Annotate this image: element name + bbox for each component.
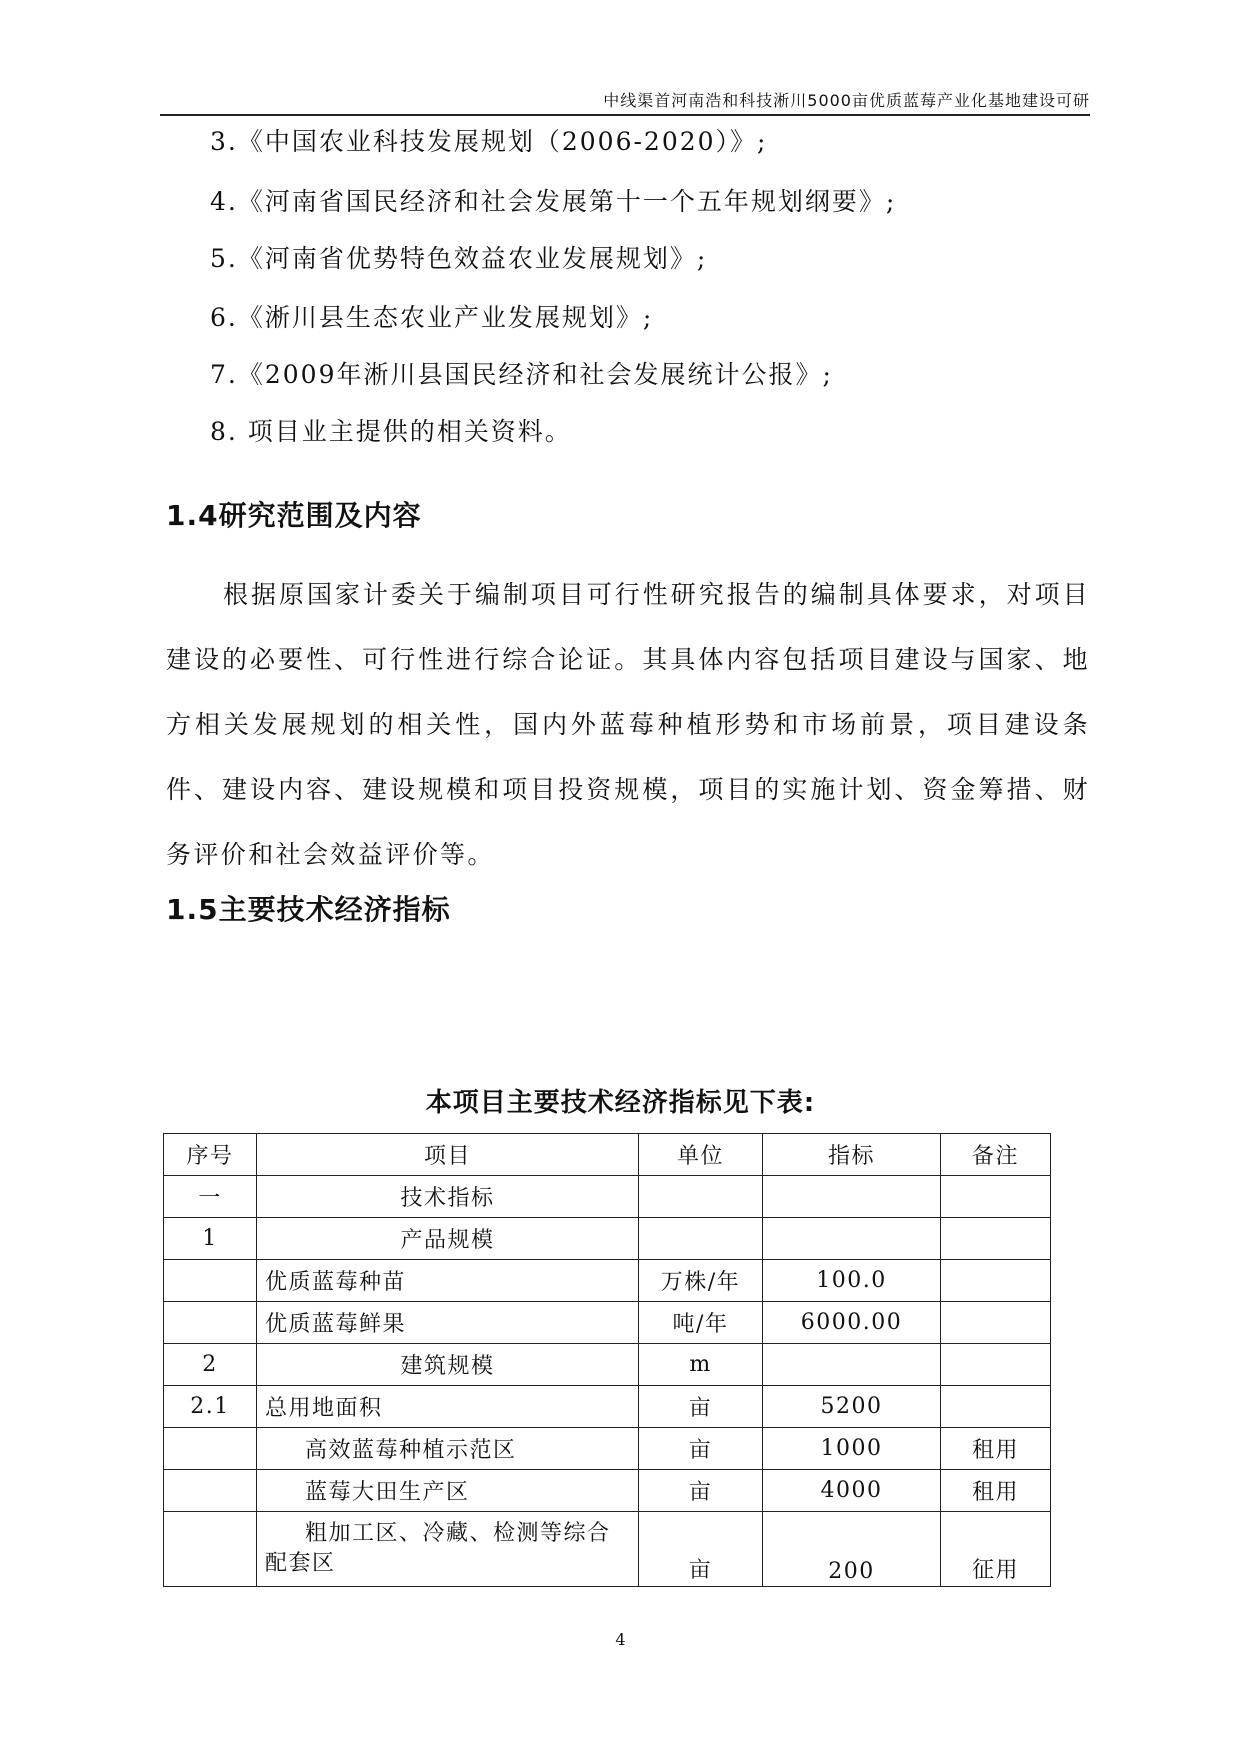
header-cell-index: 序号 (164, 1134, 257, 1176)
reference-item-8: 8. 项目业主提供的相关资料。 (210, 417, 572, 446)
table-row (164, 1428, 1051, 1470)
section-1-4-paragraph: 根据原国家计委关于编制项目可行性研究报告的编制具体要求，对项目建设的必要性、可行性进行综合论证。其具体内容包括项目建设与国家、地方相关发展规划的相关性，国内外蓝莓种植形势和市场前景，项目建设条件、建设内容、建设规模和项目投资规模，项目的实施计划、资金筹措、财务评价和社会效益评价等。 (166, 580, 1090, 869)
section-heading-1-4: 1.4研究范围及内容 (166, 499, 422, 532)
cell-item: 高效蓝莓种植示范区 (257, 1428, 639, 1470)
header-cell-item: 项目 (257, 1134, 639, 1176)
cell-unit: 亩 (639, 1470, 763, 1512)
cell-unit: 亩 (639, 1428, 763, 1470)
header-cell-remark: 备注 (941, 1134, 1051, 1176)
cell-remark: 征用 (941, 1512, 1051, 1587)
header-cell-unit: 单位 (639, 1134, 763, 1176)
table-row (164, 1512, 1051, 1587)
cell-unit: 亩 (639, 1386, 763, 1428)
table-row (164, 1386, 1051, 1428)
reference-item-3: 3.《中国农业科技发展规划（2006-2020）》; (210, 127, 768, 156)
cell-value: 6000.00 (763, 1302, 941, 1344)
cell-item: 建筑规模 (257, 1344, 639, 1386)
table-row (164, 1470, 1051, 1512)
cell-index: 2.1 (164, 1386, 257, 1428)
cell-item: 优质蓝莓鲜果 (257, 1302, 639, 1344)
cell-value: 1000 (763, 1428, 941, 1470)
cell-remark (941, 1386, 1051, 1428)
cell-remark (941, 1344, 1051, 1386)
cell-remark: 租用 (941, 1470, 1051, 1512)
cell-unit (639, 1176, 763, 1218)
cell-value: 4000 (763, 1470, 941, 1512)
reference-item-7: 7.《2009年淅川县国民经济和社会发展统计公报》; (210, 360, 833, 389)
reference-item-4: 4.《河南省国民经济和社会发展第十一个五年规划纲要》; (210, 187, 897, 216)
indicator-table (163, 1133, 1051, 1587)
cell-value (763, 1344, 941, 1386)
table-row (164, 1176, 1051, 1218)
header-cell-value: 指标 (763, 1134, 941, 1176)
cell-unit (639, 1218, 763, 1260)
header-title: 中线渠首河南浩和科技淅川5000亩优质蓝莓产业化基地建设可研 (603, 91, 1090, 110)
cell-remark (941, 1218, 1051, 1260)
cell-item: 粗加工区、冷藏、检测等综合配套区 (257, 1512, 639, 1587)
cell-item: 总用地面积 (257, 1386, 639, 1428)
section-heading-1-5: 1.5主要技术经济指标 (166, 893, 451, 926)
reference-item-5: 5.《河南省优势特色效益农业发展规划》; (210, 244, 708, 273)
cell-value (763, 1176, 941, 1218)
table-row (164, 1218, 1051, 1260)
cell-index (164, 1512, 257, 1587)
page-header (160, 84, 1090, 116)
cell-remark (941, 1260, 1051, 1302)
cell-item: 技术指标 (257, 1176, 639, 1218)
table-row (164, 1260, 1051, 1302)
table-caption: 本项目主要技术经济指标见下表: (425, 1088, 816, 1118)
cell-item: 产品规模 (257, 1218, 639, 1260)
cell-index: 1 (164, 1218, 257, 1260)
cell-unit: 亩 (639, 1512, 763, 1587)
cell-remark: 租用 (941, 1428, 1051, 1470)
cell-unit: 吨/年 (639, 1302, 763, 1344)
cell-remark (941, 1176, 1051, 1218)
cell-index (164, 1428, 257, 1470)
cell-unit: 万株/年 (639, 1260, 763, 1302)
cell-item: 优质蓝莓种苗 (257, 1260, 639, 1302)
cell-index (164, 1260, 257, 1302)
table-header-row (164, 1134, 1051, 1176)
cell-value: 100.0 (763, 1260, 941, 1302)
cell-item: 蓝莓大田生产区 (257, 1470, 639, 1512)
cell-value: 5200 (763, 1386, 941, 1428)
cell-value: 200 (763, 1512, 941, 1587)
cell-index: 2 (164, 1344, 257, 1386)
cell-index (164, 1470, 257, 1512)
reference-item-6: 6.《淅川县生态农业产业发展规划》; (210, 303, 654, 332)
table-row (164, 1344, 1051, 1386)
cell-index: 一 (164, 1176, 257, 1218)
page-number: 4 (615, 1630, 626, 1649)
table-row (164, 1302, 1051, 1344)
cell-value (763, 1218, 941, 1260)
cell-unit: m (639, 1344, 763, 1386)
cell-index (164, 1302, 257, 1344)
cell-remark (941, 1302, 1051, 1344)
